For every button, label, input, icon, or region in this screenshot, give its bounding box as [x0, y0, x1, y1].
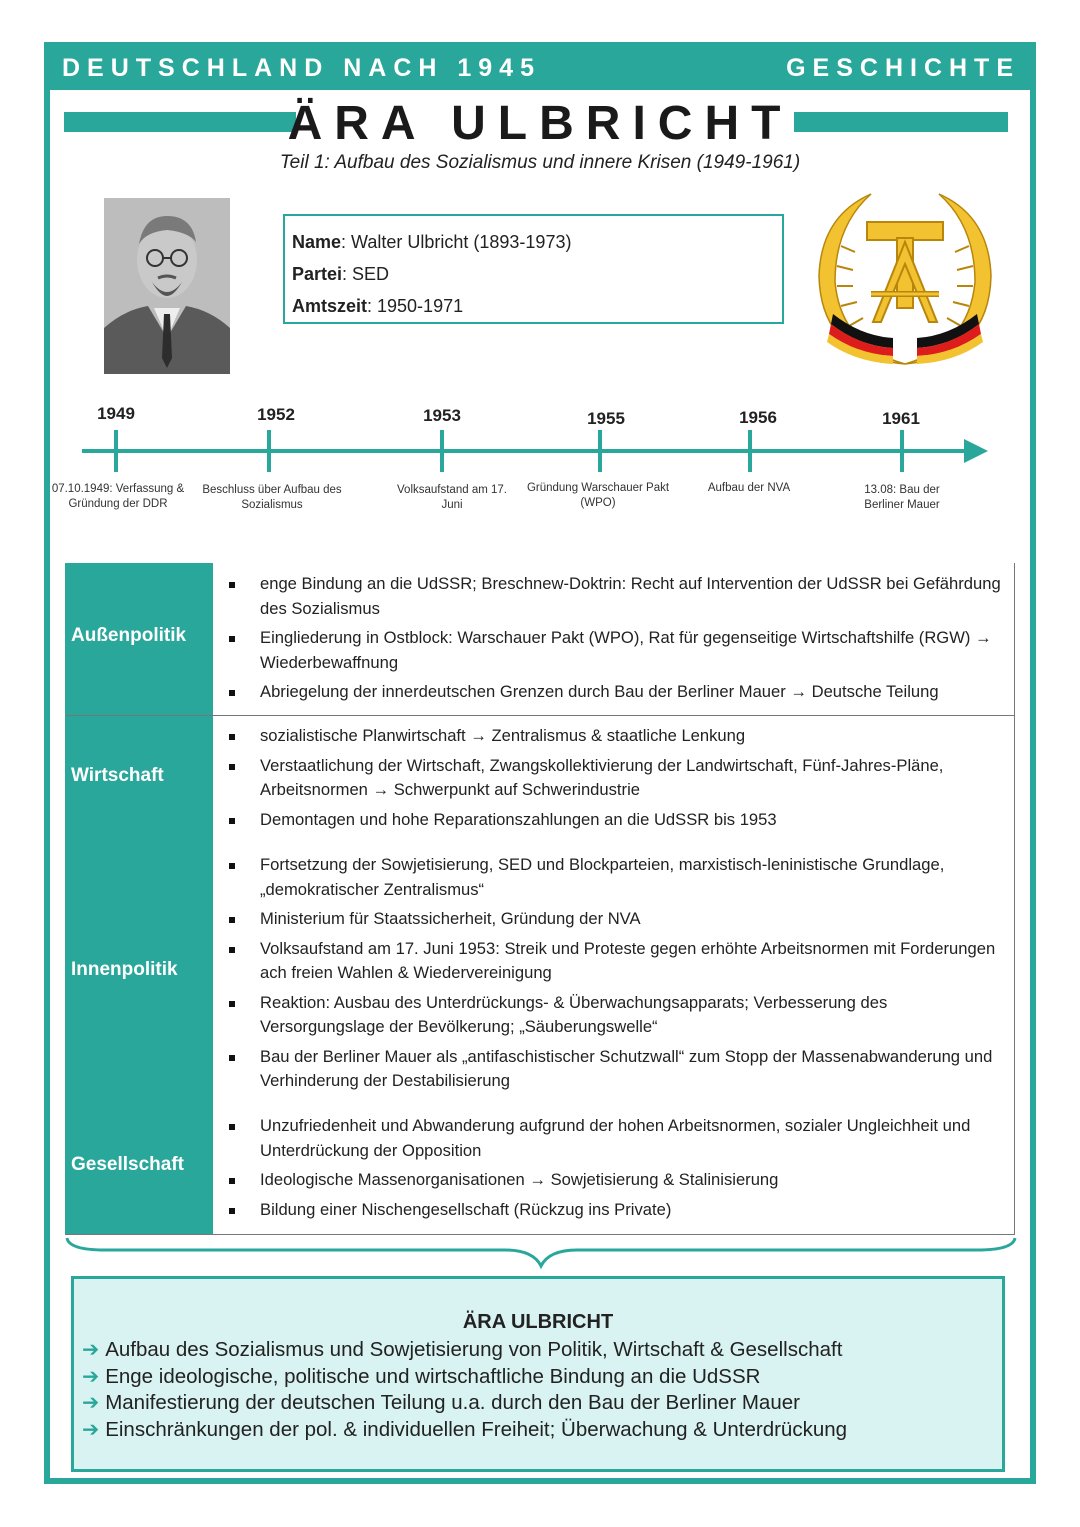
- section-list-innenpolitik: [227, 853, 1008, 1099]
- info-party: Partei: SED: [292, 264, 390, 284]
- list-item: Eingliederung in Ostblock: Warschauer Pakt (WPO), Rat für gegenseitige Wirtschaftshilfe (RGW) → Wiederbewaffnung: [227, 626, 1008, 675]
- timeline-desc: 13.08: Bau der Berliner Mauer: [864, 484, 940, 511]
- timeline-year: 1956: [739, 408, 777, 427]
- list-item: Demontagen und hohe Reparationszahlungen an die UdSSR bis 1953: [227, 808, 1008, 833]
- summary-title: ÄRA ULBRICHT: [462, 1311, 614, 1333]
- timeline-year: 1949: [97, 404, 135, 423]
- info-box: [283, 214, 784, 324]
- arrow-right-icon: ➔: [82, 1338, 100, 1361]
- list-item: Unzufriedenheit und Abwanderung aufgrund der hohen Arbeitsnormen, sozialer Ungleichheit und Unterdrückung der Opposition: [227, 1114, 1008, 1163]
- info-name: Name: Walter Ulbricht (1893-1973): [292, 232, 572, 252]
- ddr-emblem-icon: [811, 186, 999, 374]
- timeline-year: 1961: [882, 409, 920, 428]
- timeline-desc: Gründung Warschauer Pakt (WPO): [526, 482, 670, 509]
- timeline-desc: Aufbau der NVA: [707, 482, 791, 494]
- info-term: Amtszeit: 1950-1971: [292, 296, 464, 316]
- section-list-aussenpolitik: [227, 572, 1008, 710]
- timeline-desc: Beschluss über Aufbau des Sozialismus: [202, 484, 342, 511]
- timeline-year: 1953: [423, 406, 461, 425]
- timeline-year: 1955: [587, 409, 625, 428]
- section-label-gesellschaft: Gesellschaft: [71, 1154, 184, 1175]
- timeline-desc: Volksaufstand am 17. Juni: [397, 484, 507, 511]
- section-label-aussenpolitik: Außenpolitik: [71, 625, 187, 646]
- list-item: Ministerium für Staatssicherheit, Gründung der NVA: [227, 907, 1008, 932]
- list-item: Fortsetzung der Sowjetisierung, SED und Blockparteien, marxistisch-leninistische Grundlage, „demokratischer Zentralismus“: [227, 853, 1008, 902]
- list-item: Bildung einer Nischengesellschaft (Rückzug ins Private): [227, 1198, 1008, 1223]
- table-sidebar: [65, 563, 213, 1234]
- row-divider: [65, 715, 1014, 716]
- summary-list: [82, 1337, 847, 1443]
- list-item: Volksaufstand am 17. Juni 1953: Streik und Proteste gegen erhöhte Arbeitsnormen mit Forderungen ach freien Wahlen & Wiedervereinigung: [227, 937, 1008, 986]
- list-item: Bau der Berliner Mauer als „antifaschistischer Schutzwall“ zum Stopp der Massenabwanderung und Verhinderung der Destabilisierung: [227, 1045, 1008, 1094]
- timeline-desc: 07.10.1949: Verfassung & Gründung der DDR: [51, 483, 185, 510]
- section-list-wirtschaft: [227, 724, 1008, 837]
- list-item: enge Bindung an die UdSSR; Breschnew-Doktrin: Recht auf Intervention der UdSSR bei Gefährdung des Sozialismus: [227, 572, 1008, 621]
- header-left: DEUTSCHLAND NACH 1945: [62, 54, 541, 82]
- summary-item: ➔ Enge ideologische, politische und wirtschaftliche Bindung an die UdSSR: [82, 1364, 761, 1388]
- page-subtitle: Teil 1: Aufbau des Sozialismus und innere Krisen (1949-1961): [279, 152, 801, 173]
- page-title: ÄRA ULBRICHT: [287, 97, 793, 150]
- section-label-innenpolitik: Innenpolitik: [71, 959, 178, 980]
- timeline-year: 1952: [257, 405, 295, 424]
- summary-item: ➔ Aufbau des Sozialismus und Sowjetisierung von Politik, Wirtschaft & Gesellschaft: [82, 1338, 843, 1361]
- topic-table: [65, 563, 1015, 1235]
- list-item: sozialistische Planwirtschaft → Zentralismus & staatliche Lenkung: [227, 724, 1008, 749]
- summary-box: [71, 1276, 1005, 1472]
- portrait-photo: [104, 198, 230, 374]
- list-item: Verstaatlichung der Wirtschaft, Zwangskollektivierung der Landwirtschaft, Fünf-Jahres-Pläne, Arbeitsnormen → Schwerpunkt auf Schwerindustrie: [227, 754, 1008, 803]
- header-right: GESCHICHTE: [786, 54, 1020, 82]
- summary-brace-icon: [65, 1234, 1017, 1270]
- section-label-wirtschaft: Wirtschaft: [71, 765, 164, 786]
- header-bar: [50, 48, 1030, 90]
- summary-item: ➔ Einschränkungen der pol. & individuellen Freiheit; Überwachung & Unterdrückung: [82, 1417, 848, 1441]
- arrow-right-icon: ➔: [82, 1417, 100, 1441]
- timeline: [0, 350, 1080, 511]
- arrow-right-icon: ➔: [82, 1364, 100, 1388]
- section-list-gesellschaft: [227, 1114, 1008, 1227]
- list-item: Abriegelung der innerdeutschen Grenzen durch Bau der Berliner Mauer → Deutsche Teilung: [227, 680, 1008, 705]
- list-item: Ideologische Massenorganisationen → Sowjetisierung & Stalinisierung: [227, 1168, 1008, 1193]
- list-item: Reaktion: Ausbau des Unterdrückungs- & Überwachungsapparats; Verbesserung des Versorgungslage der Bevölkerung; „Säuberungswelle“: [227, 991, 1008, 1040]
- summary-item: ➔ Manifestierung der deutschen Teilung u.a. durch den Bau der Berliner Mauer: [82, 1391, 800, 1414]
- arrow-right-icon: ➔: [82, 1391, 100, 1414]
